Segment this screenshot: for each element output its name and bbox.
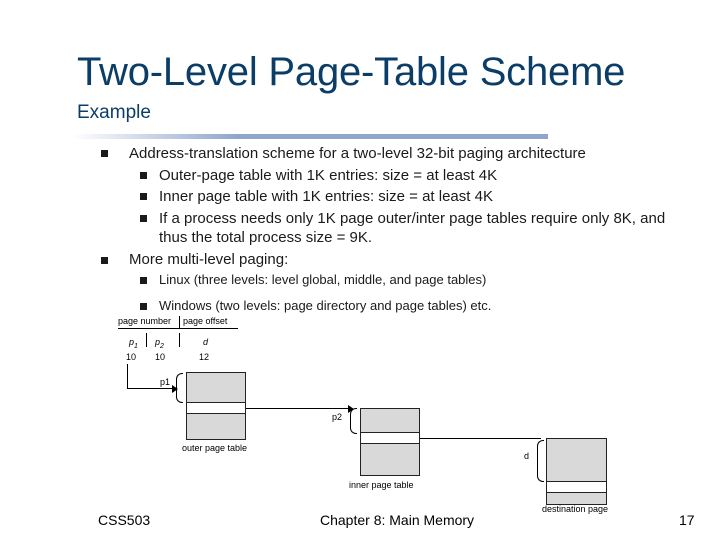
- p2-brace-icon: [350, 408, 357, 434]
- slide-subtitle: Example: [77, 102, 151, 123]
- field-separator: [179, 333, 180, 347]
- bullet-square-icon: [101, 257, 108, 264]
- bullet-text: Linux (three levels: level global, middle, and page tables): [159, 272, 487, 287]
- footer-course: CSS503: [98, 512, 151, 528]
- bits-p2: 10: [155, 352, 166, 362]
- bullet-square-icon: [140, 277, 147, 284]
- p2-field: $p_2$: [155, 337, 164, 350]
- p1-arrow-line: [127, 364, 128, 388]
- inner-to-dest-arrow: [420, 438, 541, 439]
- slide-title: Two-Level Page-Table Scheme: [77, 50, 626, 94]
- d-label: d: [524, 451, 530, 461]
- p2-label: p2: [332, 412, 343, 422]
- outer-table-label: outer page table: [182, 443, 248, 453]
- bullet-square-icon: [140, 303, 147, 310]
- inner-table-entry: [360, 432, 420, 444]
- p1-field: $p_1$: [129, 337, 138, 350]
- outer-to-inner-arrow: [246, 408, 350, 409]
- destination-entry: [546, 481, 607, 493]
- title-divider: [72, 134, 548, 139]
- page-number-label: page number: [118, 316, 172, 326]
- bullet-square-icon: [140, 215, 147, 222]
- outer-table-entry: [186, 402, 246, 414]
- bullet-text: Windows (two levels: page directory and page tables) etc.: [159, 298, 492, 313]
- field-separator: [146, 333, 147, 347]
- footer-chapter: Chapter 8: Main Memory: [320, 512, 475, 528]
- d-field: d: [203, 337, 209, 347]
- bits-d: 12: [199, 352, 210, 362]
- bullet-square-icon: [140, 172, 147, 179]
- page-offset-label: page offset: [183, 316, 228, 326]
- inner-table-label: inner page table: [349, 480, 414, 490]
- bullet-text: If a process needs only 1K page outer/inter page tables require only 8K, and: [159, 210, 666, 227]
- d-brace-icon: [537, 440, 544, 482]
- destination-page-label: destination page: [542, 504, 609, 514]
- bullet-square-icon: [101, 150, 108, 157]
- label-separator: [179, 316, 180, 328]
- p1-label: p1: [160, 377, 171, 387]
- bullet-text: Inner page table with 1K entries: size = at least 4K: [159, 188, 493, 205]
- p1-arrow-line: [127, 388, 174, 389]
- p1-brace-icon: [176, 373, 183, 403]
- footer-page-number: 17: [679, 512, 695, 528]
- bullet-text: Address-translation scheme for a two-level 32-bit paging architecture: [129, 145, 586, 162]
- label-underline: [118, 328, 238, 329]
- bullet-text: More multi-level paging:: [129, 251, 289, 268]
- bits-p1: 10: [126, 352, 137, 362]
- destination-page: [546, 438, 607, 505]
- bullet-square-icon: [140, 193, 147, 200]
- bullet-text: thus the total process size = 9K.: [159, 229, 373, 246]
- bullet-text: Outer-page table with 1K entries: size = at least 4K: [159, 167, 498, 184]
